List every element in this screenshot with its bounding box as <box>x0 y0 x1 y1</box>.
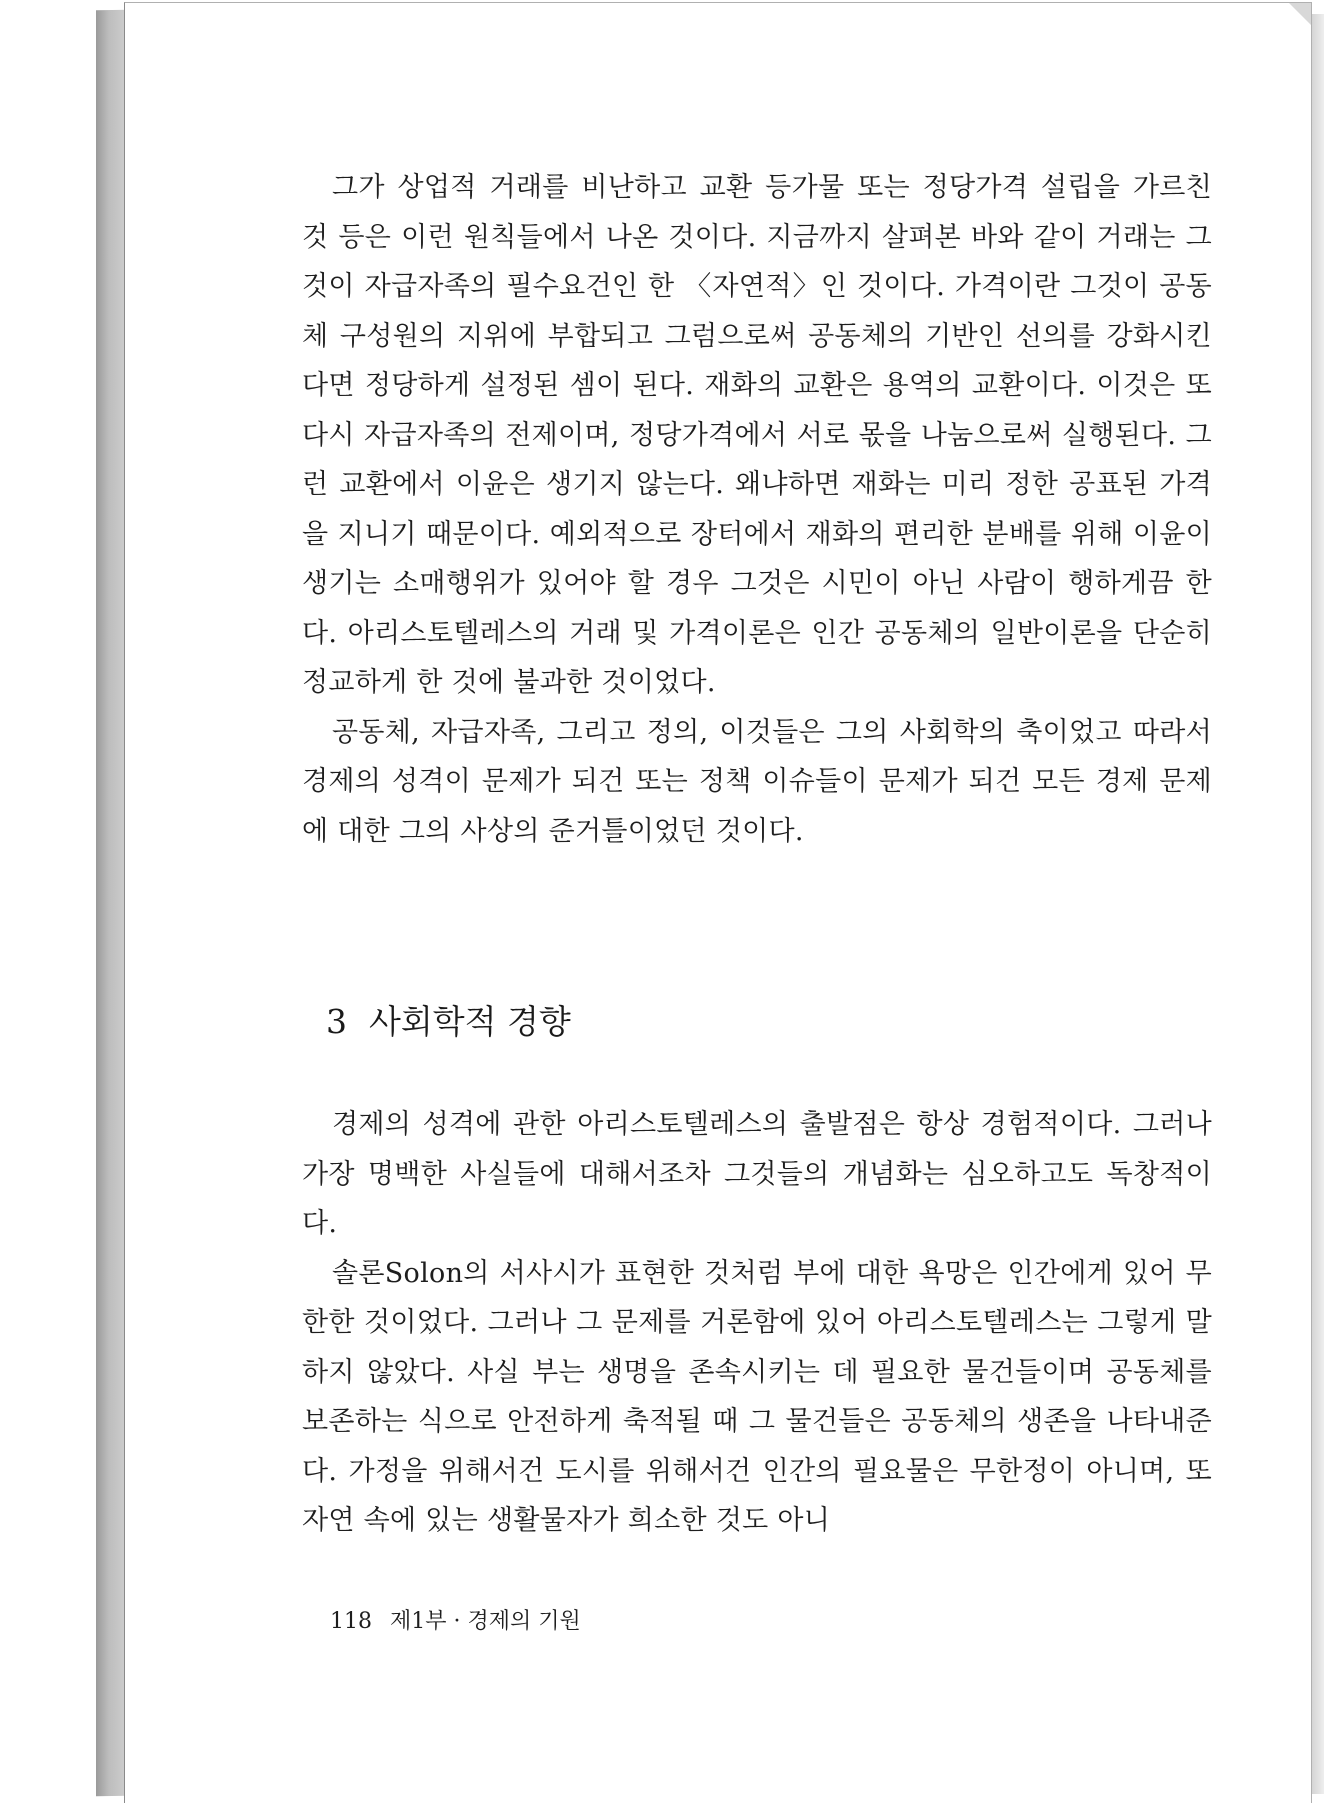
page-number: 118 <box>330 1609 372 1634</box>
body-text-bottom <box>302 1100 1212 1546</box>
running-title: 제1부 · 경제의 기원 <box>390 1609 581 1634</box>
paragraph: 그가 상업적 거래를 비난하고 교환 등가물 또는 정당가격 설립을 가르친 것 등은 이런 원칙들에서 나온 것이다. 지금까지 살펴본 바와 같이 거래는 그것이 자급자족의 필수요건인 한 〈자연적〉인 것이다. 가격이란 그것이 공동체 구성원의 지위에 부합되고 그럼으로써 공동체의 기반인 선의를 강화시킨다면 정당하게 설정된 셈이 된다. 재화의 교환은 용역의 교환이다. 이것은 또 다시 자급자족의 전제이며, 정당가격에서 서로 몫을 나눔으로써 실행된다. 그런 교환에서 이윤은 생기지 않는다. 왜냐하면 재화는 미리 정한 공표된 가격을 지니기 때문이다. 예외적으로 장터에서 재화의 편리한 분배를 위해 이윤이 생기는 소매행위가 있어야 할 경우 그것은 시민이 아닌 사람이 행하게끔 한다. 아리스토텔레스의 거래 및 가격이론은 인간 공동체의 일반이론을 단순히 정교하게 한 것에 불과한 것이었다. <box>302 172 1212 698</box>
page-footer <box>330 1604 581 1635</box>
paragraph: 공동체, 자급자족, 그리고 정의, 이것들은 그의 사회학의 축이었고 따라서 경제의 성격이 문제가 되건 또는 정책 이슈들이 문제가 되건 모든 경제 문제에 대한 그의 사상의 준거틀이었던 것이다. <box>302 716 1212 847</box>
body-text-top <box>302 163 1212 856</box>
section-heading <box>326 996 571 1043</box>
paragraph: 솔론Solon의 서사시가 표현한 것처럼 부에 대한 욕망은 인간에게 있어 무한한 것이었다. 그러나 그 문제를 거론함에 있어 아리스토텔레스는 그렇게 말하지 않았다. 사실 부는 생명을 존속시키는 데 필요한 물건들이며 공동체를 보존하는 식으로 안전하게 축적될 때 그 물건들은 공동체의 생존을 나타내준다. 가정을 위해서건 도시를 위해서건 인간의 필요물은 무한정이 아니며, 또 자연 속에 있는 생활물자가 희소한 것도 아니 <box>302 1257 1212 1536</box>
page-edge <box>1310 14 1324 1794</box>
section-number: 3 <box>326 1002 347 1041</box>
section-title: 사회학적 경향 <box>369 1002 571 1041</box>
paragraph: 경제의 성격에 관한 아리스토텔레스의 출발점은 항상 경험적이다. 그러나 가장 명백한 사실들에 대해서조차 그것들의 개념화는 심오하고도 독창적이다. <box>302 1109 1212 1239</box>
page-corner-fold <box>1289 3 1311 25</box>
